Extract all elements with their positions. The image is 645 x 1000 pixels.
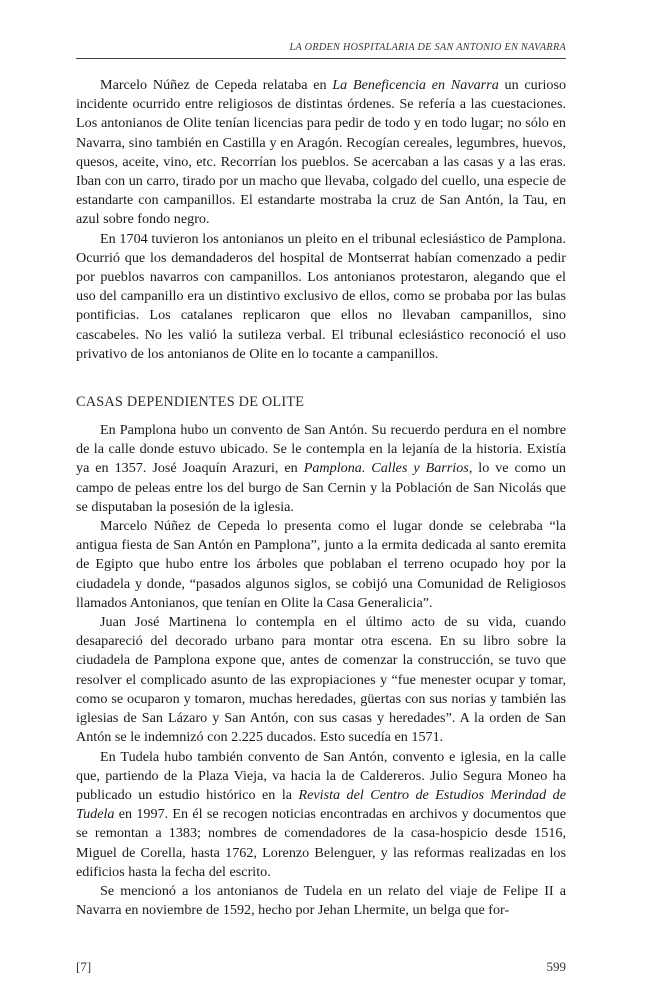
paragraph-martinena: Juan José Martinena lo contempla en el último acto de su vida, cuando desapareció del decorado urbano para montar otra escena. En su libro sobre la ciudadela de Pamplona expone que, antes de comenzar la construcción, se tuvo que resolver el complicado asunto de las expropiaciones y “fue menester ocupar y tomar, como se ocuparon y tomaron, muchas heredades, güertas con sus norias y también las iglesias de San Lázaro y San Antón, con sus casas y heredades”. A la orden de San Antón se le indemnizó con 2.225 ducados. Esto sucedía en 1571. — [76, 614, 566, 746]
book-title-italic: Pamplona. Calles y Barrios — [303, 460, 469, 477]
paragraph-text: en 1997. En él se recogen noticias encontradas en archivos y documentos que se remontan a 1383; nombres de comendadores de la casa-hospicio desde 1516, Miguel de Corella, hasta 1762, Lorenzo Belenguer, y las reformas realizadas en los edificios hasta la fecha del escrito. — [76, 806, 566, 880]
paragraph-text: Marcelo Núñez de Cepeda relataba en — [100, 77, 333, 93]
page-number: 599 — [546, 959, 566, 974]
paragraph-text: En Pamplona hubo un convento de San Antón. Su recuerdo perdura en el nombre de la calle donde estuvo ubicado. Se le contempla en la lejanía de la historia. Existía ya en 1357. José Joaquín Arazuri, en — [76, 422, 566, 477]
paragraph-nunez-cepeda: Marcelo Núñez de Cepeda lo presenta como el lugar donde se celebraba “la antigua fiesta de San Antón en Pamplona”, junto a la ermita dedicada al santo eremita de Egipto que hubo entre los árboles que poblaban el terreno ocupado hoy por la ciudadela y donde, “pasados algunos siglos, se cobijó una Comunidad de Religiosos llamados Antonianos, que tenían en Olite la Casa Generalicia”. — [76, 518, 566, 611]
paragraph-beneficencia — [76, 76, 566, 230]
section-heading: CASAS DEPENDIENTES DE OLITE — [76, 394, 305, 411]
paragraph-text: Se mencionó a los antonianos de Tudela en un relato del viaje de Felipe — [100, 882, 545, 899]
journal-title-italic: Revista del Centro de Estudios Merindad de Tudela — [76, 786, 566, 823]
header-rule — [76, 58, 566, 59]
roman-numeral: II — [544, 882, 554, 899]
book-title-italic: La Beneficencia en Navarra — [332, 77, 499, 93]
running-head: LA ORDEN HOSPITALARIA DE SAN ANTONIO EN NAVARRA — [289, 42, 566, 53]
paragraph-felipe-ii — [76, 882, 566, 920]
paragraph-text: , lo ve como un campo de peleas entre los del burgo de San Cernin y la Población de San Nicolás que se disputaban la posesión de la iglesia. — [76, 460, 566, 515]
footer-section-number: [7] — [76, 959, 92, 974]
body-text — [76, 76, 566, 920]
paragraph-pamplona-convento — [76, 421, 566, 517]
paragraph-text: En Tudela hubo también convento de San Antón, convento e iglesia, en la calle que, partiendo de la Plaza Vieja, va hacia la de Caldereros. Julio Segura Moneo ha publicado un estudio histórico en la — [76, 748, 566, 803]
paragraph-pleito-1704: En 1704 tuvieron los antonianos un pleito en el tribunal eclesiástico de Pamplona. Ocurrió que los demandaderos del hospital de Montserrat habían comenzado a pedir por pueblos navarros con campanillos. Los antonianos protestaron, alegando que el uso del campanillo era un distintivo exclusivo de ellos, como se probaba por las bulas pontificias. Los catalanes replicaron que ellos no llevaban campanillos, sino cascabeles. No les valió la sutileza verbal. El tribunal eclesiástico reconoció el uso privativo de los antonianos de Olite en lo tocante a campanillos. — [76, 230, 566, 362]
paragraph-text: un curioso incidente ocurrido entre religiosos de distintas órdenes. Se refería a las cuestaciones. Los antonianos de Olite tenían licencias para pedir de todo y en todo lugar; no sólo en Navarra, sino también en Castilla y en Aragón. Recogían cereales, legumbres, huevos, quesos, aceite, vino, etc. Recorrían los pueblos. Se acercaban a las casas y a las eras. Iban con un carro, tirado por un macho que llevaba, colgado del cuello, una especie de estandarte con campanillos. El estandarte mostraba la cruz de San Antón, la Tau, en azul sobre fondo negro. — [76, 77, 567, 228]
paragraph-tudela — [76, 748, 566, 882]
paragraph-text: a Navarra en noviembre de 1592, hecho por Jehan Lhermite, un belga que for- — [76, 882, 566, 919]
